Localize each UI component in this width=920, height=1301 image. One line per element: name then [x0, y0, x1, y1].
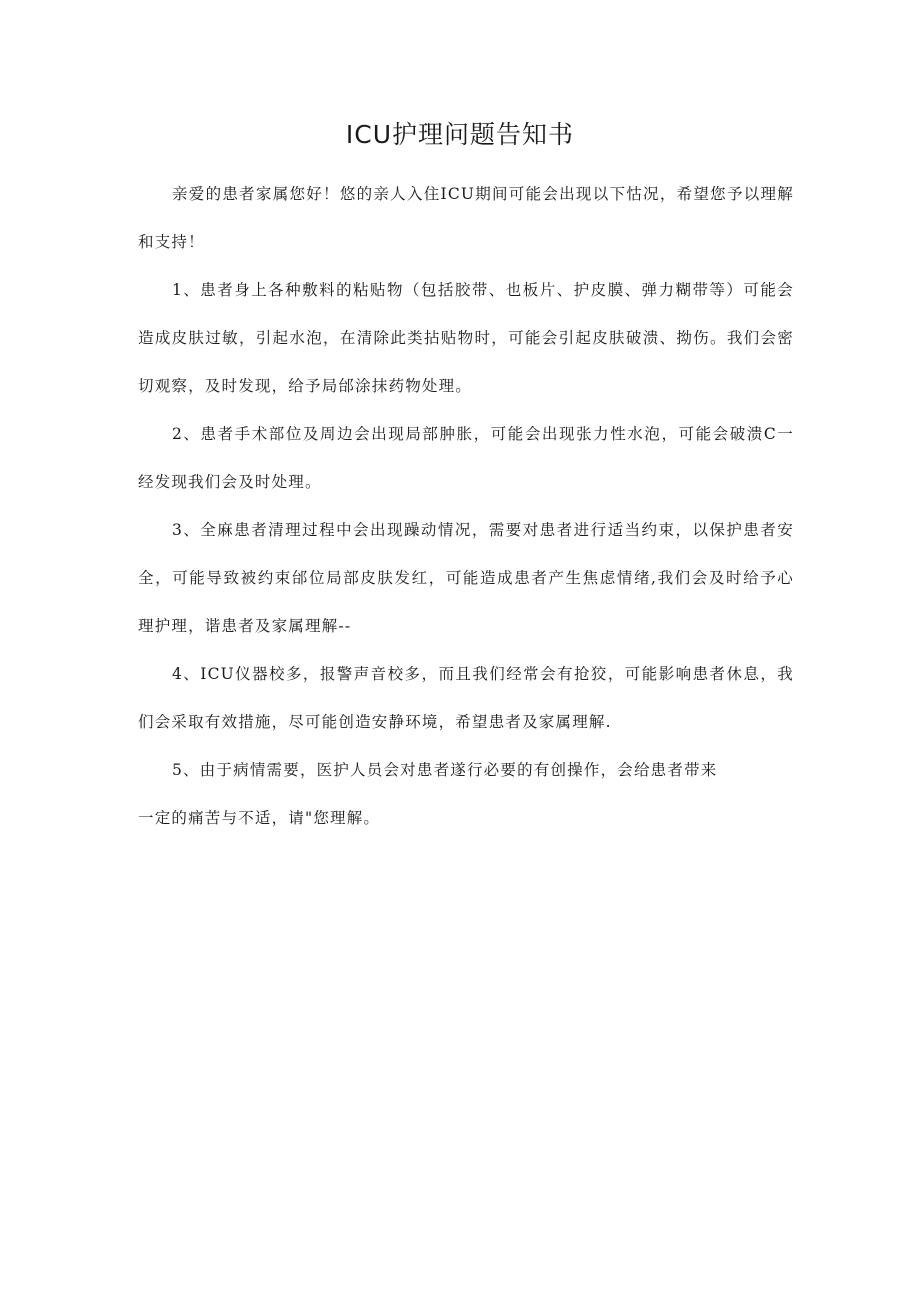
- paragraph-item-3: 3、全麻患者清理过程中会出现躁动情况，需要对患者进行适当约束，以保护患者安全，可能导致被约束邰位局部皮肤发红，可能造成患者产生焦虑情绪,我们会及时给予心理护理，谐患者及家属理解--: [138, 521, 794, 635]
- paragraph-item-4: 4、ICU仪器校多，报警声音校多，而且我们经常会有抢狡，可能影响患者休息，我们会采取有效措施，尽可能创造安静环境，希望患者及家属理解.: [138, 665, 794, 731]
- document-body: [138, 170, 794, 842]
- paragraph-item-5-continued: 一定的痛苦与不适，请"您理解。: [138, 809, 381, 827]
- paragraph-greeting: 亲爱的患者家属您好！悠的亲人入住ICU期间可能会出现以下怙况，希望您予以理解和支持！: [138, 185, 794, 251]
- document-title: ICU护理问题告知书: [345, 120, 575, 149]
- paragraph-item-5: 5、由于病情需要，医护人员会对患者遂行必要的有创操作，会给患者带来: [172, 761, 718, 779]
- paragraph-item-2: 2、患者手术部位及周边会出现局部肿胀，可能会出现张力性水泡，可能会破溃C一经发现我们会及时处理。: [138, 425, 794, 491]
- paragraph-item-1: 1、患者身上各种敷料的粘贴物（包括胶带、也板片、护皮膜、弹力糊带等）可能会造成皮肤过敏，引起水泡，在清除此类拈贴物时，可能会引起皮肤破溃、拗伤。我们会密切观察，及时发现，给予局邰涂抹药物处理。: [138, 281, 794, 395]
